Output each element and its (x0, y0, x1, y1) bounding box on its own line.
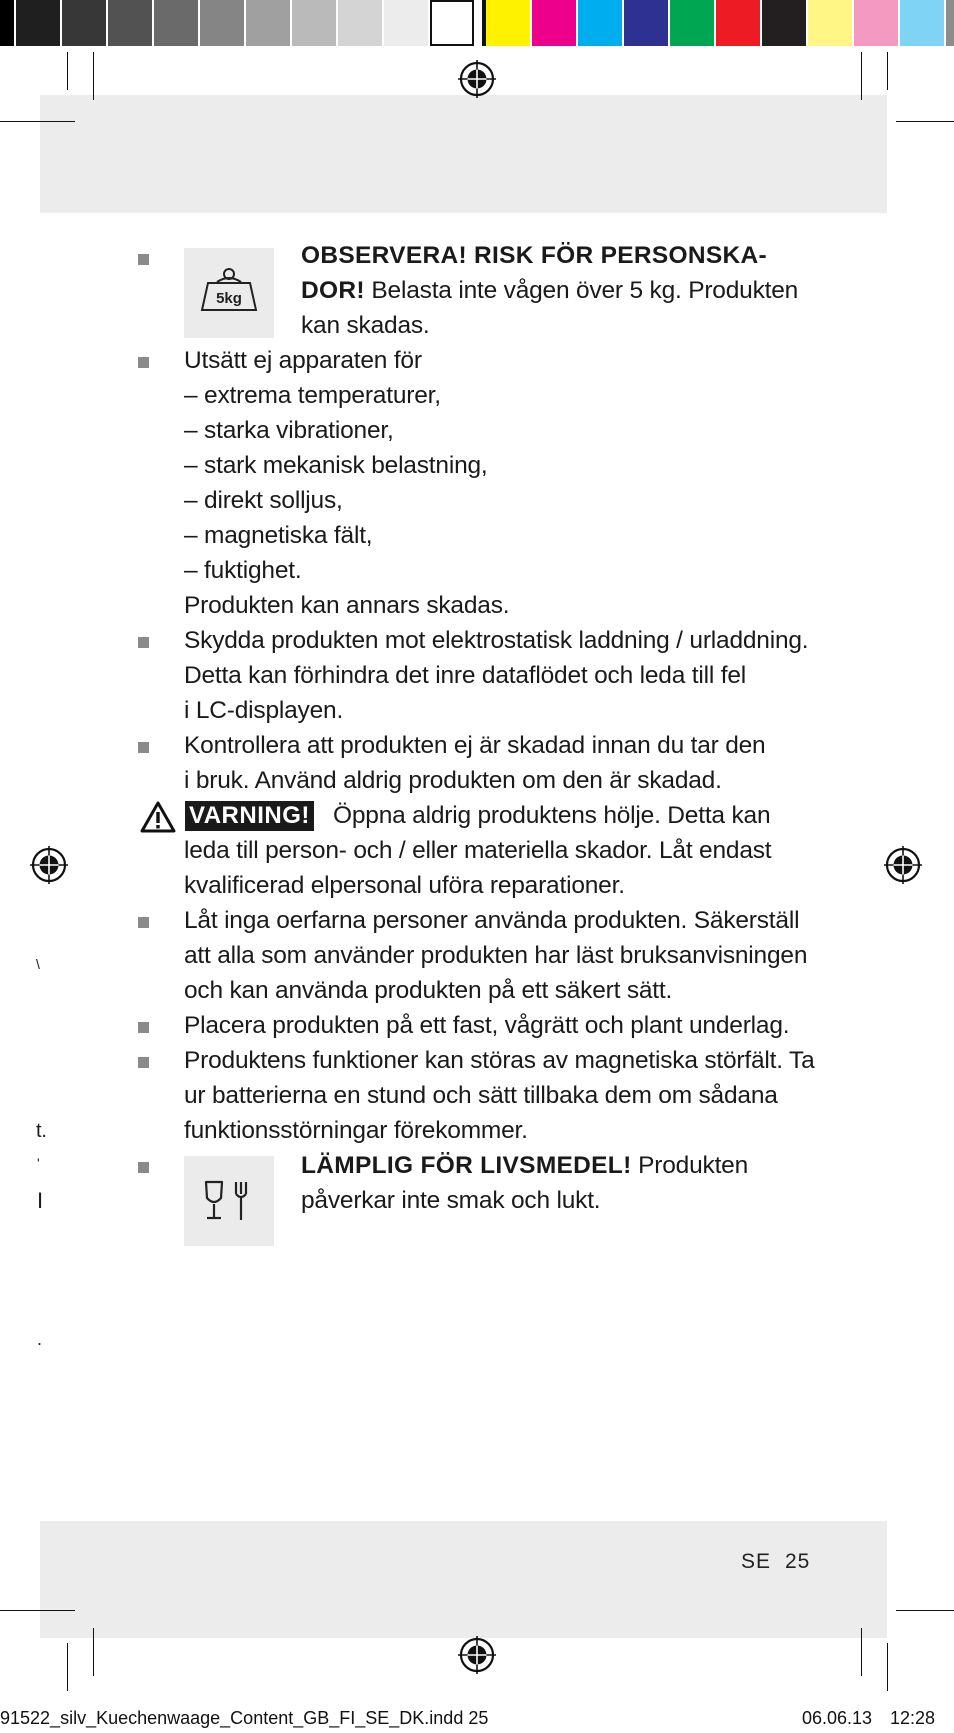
food-safe-glass-fork-icon (184, 1156, 274, 1246)
color-swatch (246, 0, 290, 46)
color-swatch (292, 0, 336, 46)
damage-check-line: Kontrollera att produkten ej är skadad innan du tar den (184, 732, 766, 759)
food-icon-box (184, 1156, 274, 1246)
weight-label: 5kg (216, 290, 242, 307)
page-language: SE (741, 1550, 772, 1573)
exposure-list-item: – magnetiska fält, (184, 522, 373, 549)
color-swatch (900, 0, 944, 46)
registration-mark-icon (458, 60, 496, 98)
bleed-fragment: I (37, 1188, 43, 1213)
warning-line: kvalificerad elpersonal uföra reparationer. (184, 872, 625, 899)
food-safe-heading: LÄMPLIG FÖR LIVSMEDEL! (301, 1152, 632, 1179)
color-swatch (486, 0, 530, 46)
color-swatch (200, 0, 244, 46)
color-swatch (338, 0, 382, 46)
bullet (138, 917, 149, 928)
esd-line: Skydda produkten mot elektrostatisk laddning / urladdning. (184, 627, 809, 654)
bullet (138, 637, 149, 648)
color-swatch (62, 0, 106, 46)
warning-triangle-icon (140, 801, 176, 833)
registration-mark-icon (884, 846, 922, 884)
footer-date: 06.06.13 (802, 1708, 873, 1728)
warning-line: leda till person- och / eller materiella skador. Låt endast (184, 837, 772, 864)
registration-mark-icon (30, 846, 68, 884)
bleed-fragment: ' (37, 1155, 40, 1171)
color-swatch (716, 0, 760, 46)
color-swatch (670, 0, 714, 46)
bullet (138, 742, 149, 753)
weight-icon-box (184, 248, 274, 338)
color-swatch (108, 0, 152, 46)
placement-line: Placera produkten på ett fast, vågrätt och plant underlag. (184, 1012, 790, 1039)
bleed-fragment: t. (36, 1120, 47, 1142)
damage-check-line: i bruk. Använd aldrig produkten om den är skadad. (184, 767, 722, 794)
observera-heading: OBSERVERA! RISK FÖR PERSONSKA- (301, 242, 767, 269)
observera-heading-end: DOR! (301, 277, 365, 304)
inexperienced-users-line: Låt inga oerfarna personer använda produkten. Säkerställ (184, 907, 800, 934)
footer-time: 12:28 (890, 1708, 936, 1728)
bullet (138, 1022, 149, 1033)
exposure-list-item: – direkt solljus, (184, 487, 343, 514)
exposure-list-item: – starka vibrationer, (184, 417, 394, 444)
color-swatch (624, 0, 668, 46)
exposure-list-item: – stark mekanisk belastning, (184, 452, 488, 479)
exposure-outro: Produkten kan annars skadas. (184, 592, 510, 619)
inexperienced-users-line: att alla som använder produkten har läst bruksanvisningen (184, 942, 808, 969)
color-swatch (578, 0, 622, 46)
color-swatch (854, 0, 898, 46)
color-swatch (16, 0, 60, 46)
esd-line: Detta kan förhindra det inre dataflödet och leda till fel (184, 662, 746, 689)
page-number: 25 (785, 1550, 811, 1573)
registration-mark-icon (458, 1636, 496, 1674)
color-swatch (0, 0, 14, 46)
magnetic-interference-line: funktionsstörningar förekommer. (184, 1117, 528, 1144)
exposure-list-item: – extrema temperaturer, (184, 382, 441, 409)
color-swatch (532, 0, 576, 46)
food-safe-line2: påverkar inte smak och lukt. (301, 1187, 601, 1214)
bullet (138, 1162, 149, 1173)
observera-line3: kan skadas. (301, 312, 430, 339)
food-safe-line1 (301, 1148, 748, 1183)
warning-label: VARNING! (185, 801, 314, 831)
esd-line: i LC-displayen. (184, 697, 344, 724)
warning-line: Öppna aldrig produktens hölje. Detta kan (333, 802, 771, 829)
bullet (138, 254, 149, 265)
color-swatch (154, 0, 198, 46)
color-swatch (430, 0, 474, 46)
food-safe-text: Produkten (631, 1152, 749, 1179)
bullet (138, 357, 149, 368)
magnetic-interference-line: ur batterierna en stund och sätt tillbaka dem om sådana (184, 1082, 778, 1109)
color-swatch (384, 0, 428, 46)
color-bar-frame (482, 0, 486, 46)
footer-band (40, 1521, 887, 1638)
color-swatch (808, 0, 852, 46)
observera-line2 (301, 273, 798, 308)
color-swatch (762, 0, 806, 46)
footer-filename: 91522_silv_Kuechenwaage_Content_GB_FI_SE_DK.indd 25 (0, 1708, 489, 1728)
header-band (40, 95, 887, 213)
bullet (138, 1057, 149, 1068)
exposure-list-item: – fuktighet. (184, 557, 302, 584)
weight-5kg-icon (184, 248, 274, 338)
observera-text: Belasta inte vågen över 5 kg. Produkten (364, 277, 799, 304)
magnetic-interference-line: Produktens funktioner kan störas av magnetiska störfält. Ta (184, 1047, 815, 1074)
bleed-fragment: \ (36, 956, 40, 972)
exposure-intro: Utsätt ej apparaten för (184, 347, 422, 374)
color-swatch (946, 0, 954, 46)
bleed-fragment: . (37, 1329, 42, 1349)
inexperienced-users-line: och kan använda produkten på ett säkert sätt. (184, 977, 673, 1004)
